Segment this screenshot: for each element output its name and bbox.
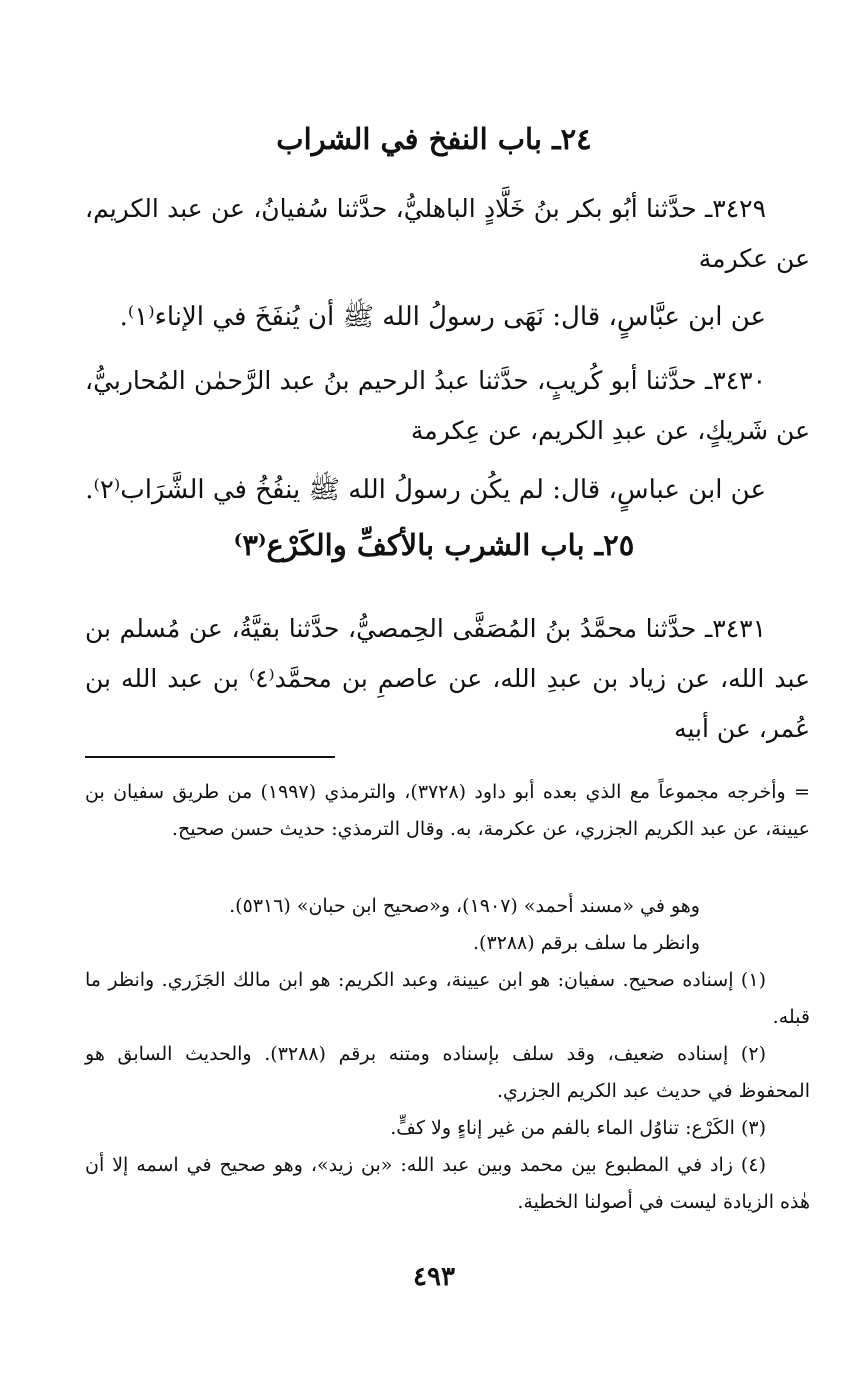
footnote-continuation: = وأخرجه مجموعاً مع الذي بعده أبو داود (٣٧٢٨)، والترمذي (١٩٩٧) من طريق سفيان بن عيينة، عن عبد الكريم الجزري، عن عكرمة، به. وقال الترمذي: حديث حسن صحيح. bbox=[85, 781, 810, 840]
hadith-3430-matn: عن ابن عباسٍ، قال: لم يكُن رسولُ الله ﷺ ينفُخُ في الشَّرَاب⁽٢⁾. bbox=[85, 475, 766, 505]
footnote-separator bbox=[85, 756, 335, 758]
footnote-3: (٣) الكَرْع: تناوُل الماء بالفم من غير إناءٍ ولا كفٍّ. bbox=[390, 1117, 766, 1139]
hadith-3431-isnad: ٣٤٣١ـ حدَّثنا محمَّدُ بنُ المُصَفَّى الحِمصيُّ، حدَّثنا بقيَّةُ، عن مُسلم بن عبد الله، عن زياد بن عبدِ الله، عن عاصمِ بن محمَّد⁽٤⁾ بن عبد الله بن عُمر، عن أبيه bbox=[85, 614, 810, 743]
hadith-3429-matn: عن ابن عبَّاسٍ، قال: نَهَى رسولُ الله ﷺ أن يُنفَخَ في الإناء⁽١⁾. bbox=[119, 302, 766, 332]
hadith-3430-isnad: ٣٤٣٠ـ حدَّثنا أبو كُريبٍ، حدَّثنا عبدُ الرحيم بنُ عبد الرَّحمٰن المُحاربيُّ، عن شَريكٍ، عن عبدِ الكريم، عن عِكرمة bbox=[85, 366, 810, 445]
page-number: ٤٩٣ bbox=[413, 1262, 455, 1292]
chapter-heading-25: ٢٥ـ باب الشرب بالأكفِّ والكَرْع⁽٣⁾ bbox=[233, 528, 635, 562]
footnote-see-also-1: وهو في «مسند أحمد» (١٩٠٧)، و«صحيح ابن حبان» (٥٣١٦). bbox=[229, 895, 700, 917]
footnote-4: (٤) زاد في المطبوع بين محمد وبين عبد الله: «بن زيد»، وهو صحيح في اسمه إلا أن هٰذه الزيادة ليست في أصولنا الخطية. bbox=[85, 1154, 810, 1213]
footnote-1: (١) إسناده صحيح. سفيان: هو ابن عيينة، وعبد الكريم: هو ابن مالك الجَزَري. وانظر ما قبله. bbox=[85, 969, 810, 1028]
hadith-3429-isnad: ٣٤٢٩ـ حدَّثنا أبُو بكر بنُ خَلَّادٍ الباهليُّ، حدَّثنا سُفيانُ، عن عبد الكريم، عن عكرمة bbox=[85, 194, 810, 273]
chapter-heading-24: ٢٤ـ باب النفخ في الشراب bbox=[276, 122, 592, 156]
footnote-see-also-2: وانظر ما سلف برقم (٣٢٨٨). bbox=[472, 932, 700, 954]
footnote-2: (٢) إسناده ضعيف، وقد سلف بإسناده ومتنه برقم (٣٢٨٨). والحديث السابق هو المحفوظ في حديث عبد الكريم الجزري. bbox=[85, 1043, 810, 1102]
